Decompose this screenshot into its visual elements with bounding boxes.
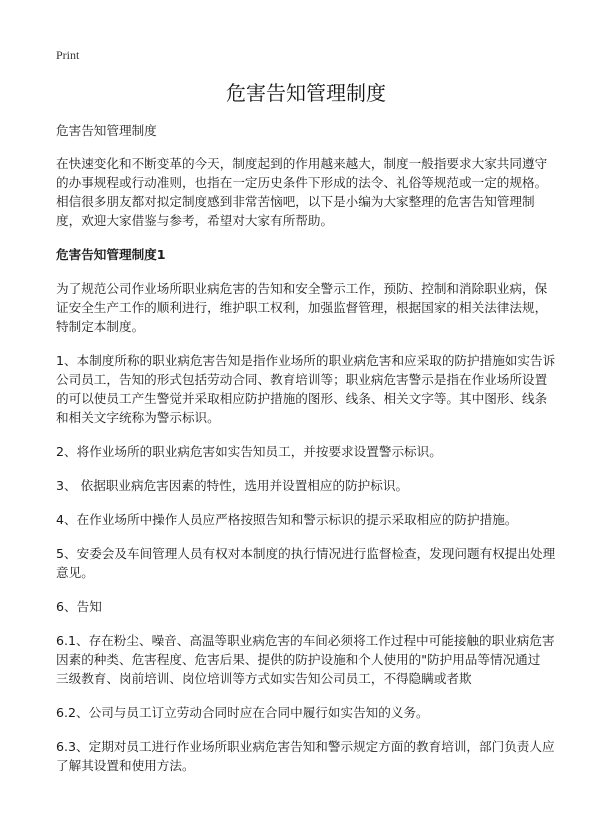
section-heading: 危害告知管理制度1	[56, 247, 166, 262]
paragraph-purpose: 为了规范公司作业场所职业病危害的告知和安全警示工作，预防、控制和消除职业病，保证安全生产工作的顺利进行，维护职工权利，加强监督管理，根据国家的相关法律法规，特制定本制度。	[56, 281, 548, 334]
paragraph-item-6-2: 6.2、公司与员工订立劳动合同时应在合同中履行如实告知的义务。	[56, 705, 429, 720]
paragraph-item-5: 5、安委会及车间管理人员有权对本制度的执行情况进行监督检查，发现问题有权提出处理意见。	[56, 546, 556, 580]
intro-paragraph: 在快速变化和不断变革的今天，制度起到的作用越来越大，制度一般指要求大家共同遵守的办事规程或行动准则，也指在一定历史条件下形成的法令、礼俗等规范或一定的规格。相信很多朋友都对拟定制度感到非常苦恼吧，以下是小编为大家整理的危害告知管理制度，欢迎大家借鉴与参考，希望对大家有所帮助。	[56, 156, 548, 228]
paragraph-item-6: 6、告知	[56, 599, 102, 614]
paragraph-item-2: 2、将作业场所的职业病危害如实告知员工，并按要求设置警示标识。	[56, 444, 442, 459]
paragraph-item-4: 4、在作业场所中操作人员应严格按照告知和警示标识的提示采取相应的防护措施。	[56, 512, 518, 527]
paragraph-item-3: 3、 依据职业病危害因素的特性，选用并设置相应的防护标识。	[56, 478, 409, 493]
page-title: 危害告知管理制度	[226, 81, 386, 105]
paragraph-item-6-3: 6.3、定期对员工进行作业场所职业病危害告知和警示规定方面的教育培训，部门负责人应了解其设置和使用方法。	[56, 739, 555, 773]
document-body	[56, 121, 556, 790]
print-link[interactable]: Print	[56, 48, 80, 62]
document-subtitle: 危害告知管理制度	[56, 123, 157, 138]
paragraph-item-6-1: 6.1、存在粉尘、噪音、高温等职业病危害的车间必须将工作过程中可能接触的职业病危害因素的种类、危害程度、危害后果、提供的防护设施和个人使用的"防护用品等情况通过 三级教育、岗前培训、岗位培训等方式如实告知公司员工，不得隐瞒或者欺	[56, 633, 555, 686]
paragraph-item-1: 1、本制度所称的职业病危害告知是指作业场所的职业病危害和应采取的防护措施如实告诉公司员工，告知的形式包括劳动合同、教育培训等；职业病危害警示是指在作业场所设置的可以使员工产生警觉并采取相应防护措施的图形、线条、相关文字等。其中图形、线条和相关文字统称为警示标识。	[56, 353, 556, 425]
